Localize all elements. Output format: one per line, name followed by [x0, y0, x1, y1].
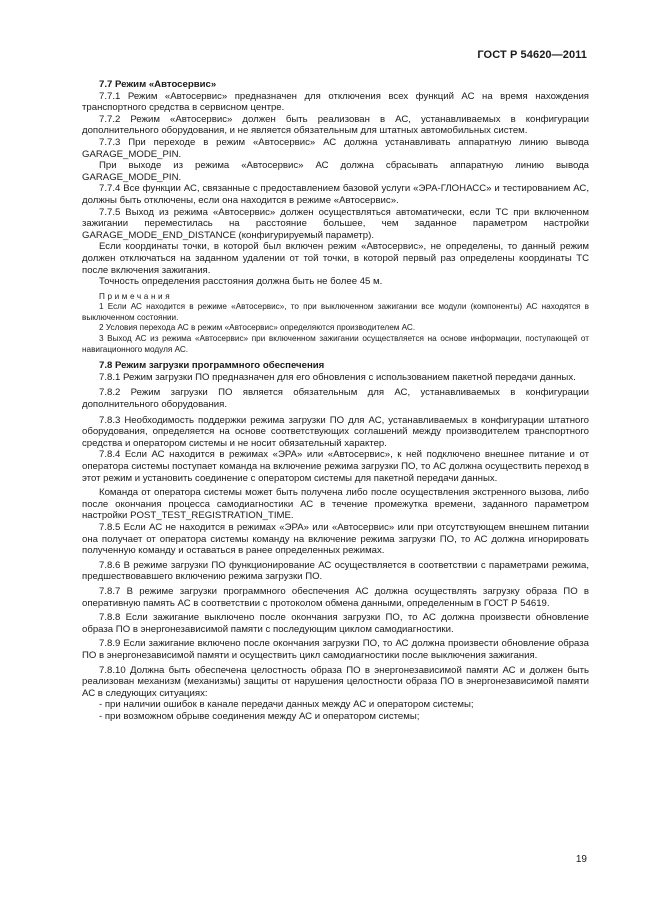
paragraph-7-7-5: 7.7.5 Выход из режима «Автосервис» должен осуществляться автоматически, если ТС при включенном зажигании переместилась на расстояние большее, чем заданное параметром настройки GARAGE_MODE_END_DISTANCE (конфигурируемый параметр).: [82, 206, 589, 241]
paragraph-7-7-3-exit: При выходе из режима «Автосервис» АС должна сбрасывать аппаратную линию вывода GARAGE_MODE_PIN.: [82, 160, 589, 183]
paragraph-7-8-2: 7.8.2 Режим загрузки ПО является обязательным для АС, устанавливаемых в конфигурации дополнительного оборудования.: [82, 387, 589, 411]
list-item-connection-break: - при возможном обрыве соединения между АС и оператором системы;: [99, 710, 420, 722]
paragraph-7-8-5: 7.8.5 Если АС не находится в режимах «ЭРА» или «Автосервис» или при отсутствующем внешнем питании она получает от оператора системы команду на включение режима загрузки ПО, то АС должна игнорировать полученную команду и оставаться в ранее определенных режимах.: [82, 521, 589, 557]
paragraph-7-7-5-accuracy: Точность определения расстояния должна быть не более 45 м.: [99, 276, 383, 288]
paragraph-7-8-9: 7.8.9 Если зажигание включено после окончания загрузки ПО, то АС должна произвести обновление образа ПО в энергонезависимой памяти и осуществить цикл самодиагностики после выключения зажигания.: [82, 638, 589, 661]
note-1: 1 Если АС находится в режиме «Автосервис», то при выключенном зажигании все модули (компоненты) АС находятся в выключенном состоянии.: [82, 302, 589, 322]
paragraph-7-7-1: 7.7.1 Режим «Автосервис» предназначен для отключения всех функций АС на время нахождения транспортного средства в сервисном центре.: [82, 90, 589, 114]
paragraph-7-8-4: 7.8.4 Если АС находится в режимах «ЭРА» или «Автосервис», к ней подключено внешнее питание и от оператора системы поступает команда на включение режима загрузки ПО, то АС должна осуществить переход в этот режим и установить соединение с оператором системы для пакетной передачи данных.: [82, 449, 589, 484]
paragraph-7-8-10: 7.8.10 Должна быть обеспечена целостность образа ПО в энергонезависимой памяти АС и должен быть реализован механизм (механизмы) защиты от нарушения целостности образа ПО в энергонезависимой памяти АС в следующих ситуациях:: [82, 664, 589, 699]
paragraph-7-8-7: 7.8.7 В режиме загрузки программного обеспечения АС должна осуществлять загрузку образа ПО в оперативную память АС в соответствии с протоколом обмена данными, определенным в ГОСТ Р 54619.: [82, 585, 589, 609]
section-7-7-title: 7.7 Режим «Автосервис»: [99, 79, 217, 90]
paragraph-7-7-2: 7.7.2 Режим «Автосервис» должен быть реализован в АС, устанавливаемых в конфигурации дополнительного оборудования, и не является обязательным для штатных автомобильных систем.: [82, 113, 589, 137]
note-2: 2 Условия перехода АС в режим «Автосервис» определяются производителем АС.: [99, 323, 416, 333]
page-number: 19: [575, 854, 587, 865]
notes-title: Примечания: [99, 291, 173, 301]
paragraph-7-7-3: 7.7.3 При переходе в режим «Автосервис» АС должна устанавливать аппаратную линию вывода GARAGE_MODE_PIN.: [82, 136, 589, 160]
paragraph-7-7-5-coordinates: Если координаты точки, в которой был включен режим «Автосервис», не определены, то данный режим должен отключаться на заданном удалении от той точки, в которой первый раз определены координаты ТС после включения зажигания.: [82, 241, 589, 276]
paragraph-7-8-3: 7.8.3 Необходимость поддержки режима загрузки ПО для АС, устанавливаемых в конфигурации штатного оборудования, определяется на основе соответствующих соглашений между производителем транспортного средства и оператором системы и не носит обязательный характер.: [82, 414, 589, 449]
document-header: ГОСТ Р 54620—2011: [477, 49, 587, 61]
list-item-data-errors: - при наличии ошибок в канале передачи данных между АС и оператором системы;: [99, 699, 474, 711]
paragraph-7-7-4: 7.7.4 Все функции АС, связанные с предоставлением базовой услуги «ЭРА-ГЛОНАСС» и тестированием АС, должны быть отключены, если она находится в режиме «Автосервис».: [82, 183, 589, 206]
paragraph-7-8-8: 7.8.8 Если зажигание выключено после окончания загрузки ПО, то АС должна произвести обновление образа ПО в энергонезависимой памяти с последующим циклом самодиагностики.: [82, 612, 589, 635]
section-7-8-title: 7.8 Режим загрузки программного обеспечения: [99, 360, 325, 372]
document-body: [82, 79, 589, 722]
note-3: 3 Выход АС из режима «Автосервис» при включенном зажигании осуществляется на основе информации, поступающей от навигационного модуля АС.: [82, 334, 589, 354]
paragraph-7-8-4-command: Команда от оператора системы может быть получена либо после осуществления экстренного вызова, либо после окончания процесса самодиагностики АС в течение промежутка времени, заданного параметром настройки POST_TEST_REGISTRATION_TIME.: [82, 487, 589, 522]
paragraph-7-8-1: 7.8.1 Режим загрузки ПО предназначен для его обновления с использованием пакетной передачи данных.: [99, 371, 576, 383]
paragraph-7-8-6: 7.8.6 В режиме загрузки ПО функционирование АС осуществляется в соответствии с параметрами режима, предшествовавшего включению режима загрузки ПО.: [82, 559, 589, 583]
